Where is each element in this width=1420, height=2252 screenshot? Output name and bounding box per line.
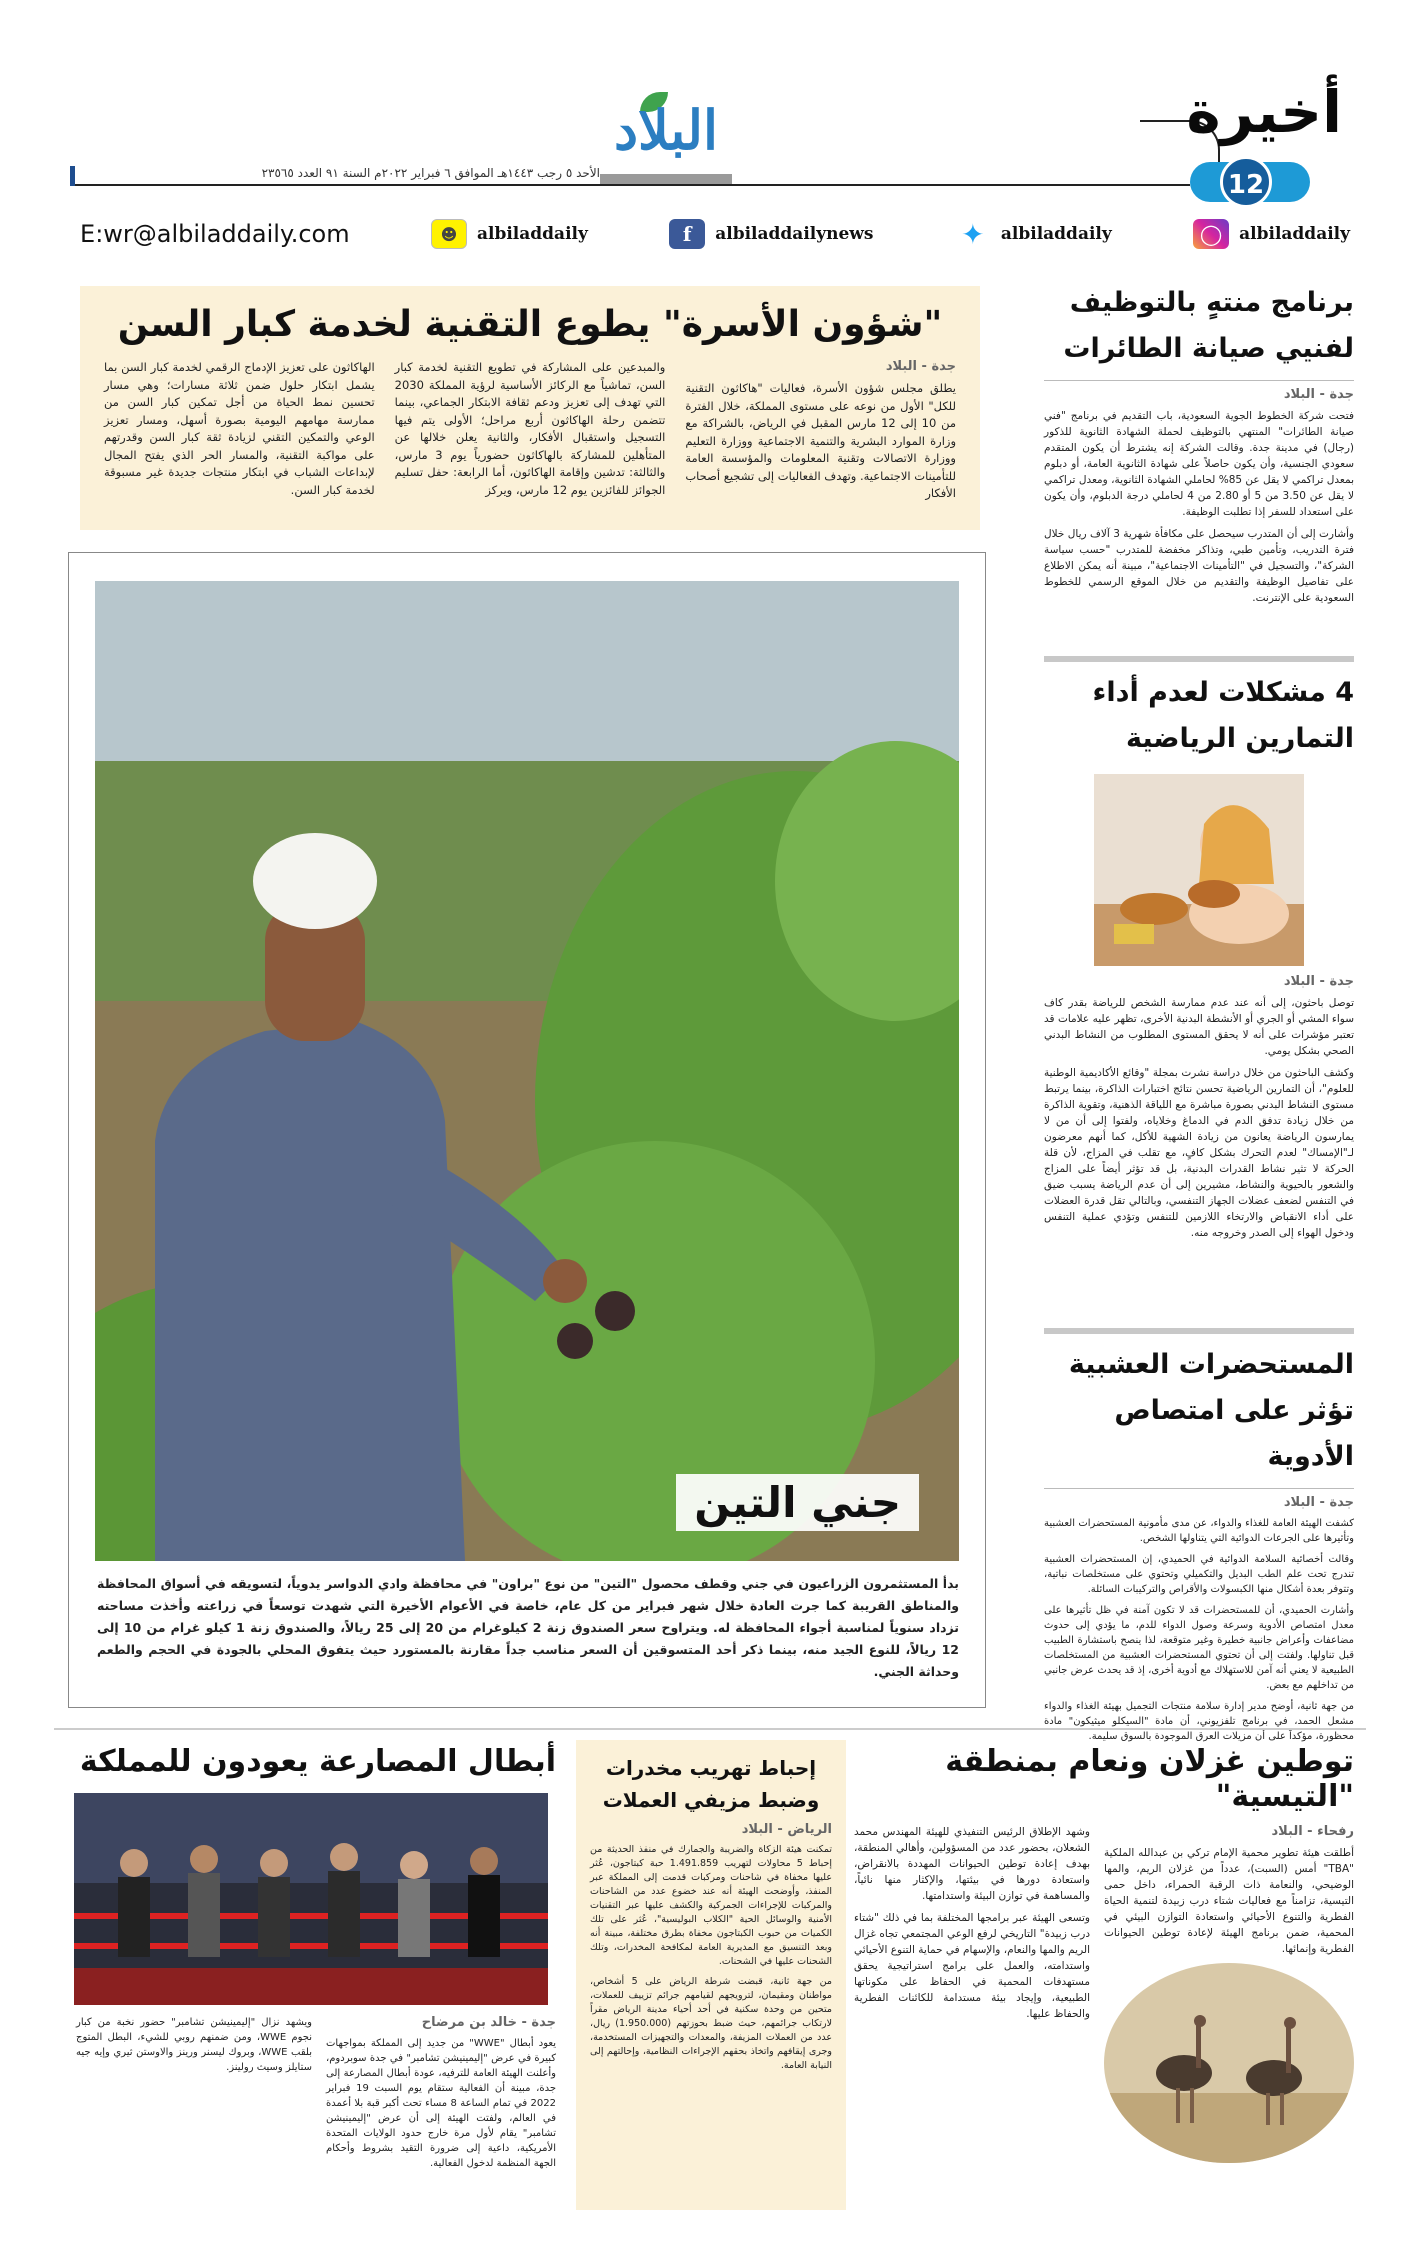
social-twitter-label: albiladdaily [1000, 224, 1112, 244]
logo-text: البلاد [613, 98, 719, 162]
top-story-col-3: الهاكاثون على تعزيز الإدماج الرقمي لخدمة كبار السن بما يشمل ابتكار حلول ضمن ثلاثة مسارات؛ وهي مسار تحسين نمط الحياة من أجل تمكين كبار السن من ممارسة مهامهم اليومية بصورة أسهل، ومسار تعزيز الوعي والتمكين التقني لزيادة ثقة كبار السن وقدرتهم على مواكبة التقنية، والمسار الحر الذي يفتح المجال لإبداعات الشباب في ابتكار منتجات جديدة غير مسبوقة لخدمة كبار السن. [103, 360, 375, 497]
story-smuggling-p2: من جهة ثانية، قبضت شرطة الرياض على 5 أشخاص، مواطنان ومقيمان، لترويجهم لقيامهم جرائم تزييف للعملات، متحين من وحدة سكنية في أحد أحياء مدينة الرياض مقراً لارتكاب جرائمهم، حيث ضبط بحوزتهم (1.950.000) ريال، عدد من العملات المزيفة، والمعدات والتجهيزات المستخدمة، وجرى إيقافهم واتخاذ بحقهم الإجراءات النظامية، وإحالتهم إلى النيابة العامة. [590, 1976, 832, 2071]
ostrich-photo [1104, 1963, 1354, 2163]
top-story [80, 286, 980, 530]
fig-harvest-photo [95, 581, 959, 1561]
top-story-byline: جدة - البلاد [885, 359, 956, 374]
bottom-rule [54, 1728, 1366, 1730]
divider-2 [1044, 1328, 1354, 1334]
social-bar [80, 214, 1350, 254]
social-facebook-label: albiladdailynews [715, 224, 874, 244]
story-exercise-p1: توصل باحثون، إلى أنه عند عدم ممارسة الشخص للرياضة بقدر كاف سواء المشي أو الجري أو الأنشطة البدنية الأخرى، تظهر عليه علامات قد تعتبر مؤشرات على أنه لا يحقق المستوى المطلوب من النشاط البدني الصحي بشكل يومي. [1044, 997, 1354, 1057]
story-wrestling-p1: يعود أبطال "WWE" من جديد إلى المملكة بمواجهات كبيرة في عرض "إليمينيشن تشامبر" في جدة سوبردوم، وأعلنت الهيئة العامة للترفيه، عودة أبطال المصارعة إلى جدة، مبينة أن الفعالية ستقام يوم السبت 19 فبراير 2022 في تمام الساعة 8 مساء تحت أكبر قبة بلا أعمدة في العالم، ولفتت الهيئة إلى أن عرض "إليمينيشن تشامبر" يقام لأول مرة خارج حدود الولايات المتحدة الأمريكية، داعية إلى ضرورة التقيد بشروط وأحكام الجهة المنظمة لدخول الفعالية. [326, 2038, 557, 2169]
story-aviation-title: برنامج منتهٍ بالتوظيف لفنيي صيانة الطائرات [1063, 287, 1354, 364]
story-aviation-byline: جدة - البلاد [1283, 387, 1354, 402]
story-gazelles-p1: أطلقت هيئة تطوير محمية الإمام تركي بن عبدالله الملكية "TBA" أمس (السبت)، عدداً من غزلان الريم، والمها الوضيحي، والنعامة ذات الرقبة الحمراء، داخل حمى التيسية، تزامناً مع فعاليات شتاء درب زبيدة لتنمية الحياة الفطرية والتنوع الأحيائي واستعادة التوازن البيئي في المحمية، ضمن برنامج الهيئة لإعادة توطين الحيوانات الفطرية وإنمائها. [1104, 1847, 1354, 1955]
social-snapchat[interactable] [431, 219, 588, 249]
story-gazelles-byline: رفحاء - البلاد [1271, 1824, 1354, 1839]
top-story-col-1: يطلق مجلس شؤون الأسرة، فعاليات "هاكاثون التقنية للكل" الأول من نوعه على مستوى المملكة، خلال الفترة من 10 إلى 12 مارس المقبل في الرياض، بالشراكة مع وزارة الموارد البشرية والتنمية الاجتماعية ووزارة التعليم ووزارة الاتصالات وتقنية المعلومات والمؤسسة العامة للتأمينات الاجتماعية. وتهدف الفعاليات إلى تشجيع أصحاب الأفكار [685, 381, 956, 500]
exercise-illustration [1094, 774, 1304, 966]
wrestling-illustration [74, 1793, 548, 2005]
story-herbal-title: المستحضرات العشبية تؤثر على امتصاص الأدوية [1068, 1349, 1354, 1472]
social-twitter[interactable] [955, 219, 1112, 249]
photo-story-text: بدأ المستثمرون الزراعيون في جني وقطف محصول "التين" من نوع "براون" في محافظة وادي الدواسر يدوياً، لتسويقه في أسواق المحافظة والمناطق القريبة كما جرت العادة خلال شهر فبراير من كل عام، خاصة في الأعوام الأخيرة التي شهدت توسعاً في زراعته وأخذت مساحته تزداد سنوياً لمناسبة أجواء المحافظة له. ويتراوح سعر الصندوق زنة 2 كيلوغرام من 20 إلى 25 ريالاً، والصندوق زنة 1 كيلو غرام من 10 إلى 12 ريالاً، للنوع الجيد منه، بينما ذكر أحد المتسوقين أن السعر مناسب جداً مقارنة بالمستورد حيث يتفوق المحلي بالجودة في الحجم والطعم وحداثة الجني. [97, 1576, 959, 1679]
story-smuggling [576, 1740, 846, 2210]
story-aviation [1044, 280, 1354, 612]
story-exercise-byline: جدة - البلاد [1283, 974, 1354, 989]
facebook-icon: f [669, 219, 705, 249]
fig-harvest-illustration [95, 581, 959, 1561]
snapchat-icon: ☻ [431, 219, 467, 249]
story-herbal-p2: وقالت أخصائية السلامة الدوائية في الحميدي، إن المستحضرات العشبية تندرج تحت علم الطب البديل والتكميلي وتحتوي على مستخلصات نباتية، وتتوفر بعدة أشكال منها الكبسولات والأقراص والتركيبات السائلة. [1044, 1554, 1354, 1595]
section-title: أخيرة [1186, 78, 1342, 146]
exercise-photo [1094, 774, 1304, 966]
top-story-title: "شؤون الأسرة" يطوع التقنية لخدمة كبار السن [117, 304, 943, 345]
story-herbal-byline: جدة - البلاد [1283, 1495, 1354, 1510]
story-wrestling-p2: ويشهد نزال "إليمينيشن تشامبر" حضور نخبة من كبار نجوم WWE، ومن ضمنهم روبي للشيء، البطل المتوج بلقب WWE، وبروك ليسنر ورينز والاوستن ثيري وإيه جيه ستايلز وسيث رولينز. [76, 2017, 312, 2073]
twitter-icon: ✦ [955, 219, 991, 249]
story-wrestling-title: أبطال المصارعة يعودون للمملكة [79, 1744, 556, 1779]
story-exercise-p2: وكشف الباحثون من خلال دراسة نشرت بمجلة "وقائع الأكاديمية الوطنية للعلوم"، أن التمارين الرياضية تحسن نتائج اختبارات الذاكرة، بينما يرتبط مستوى النشاط البدني بصورة مباشرة مع اللياقة الذهنية، وتقوية الذاكرة من خلال زيادة تدفق الدم في الدماغ وخلاياه، ولفتوا إلى أن من لا يمارسون الرياضة يعانون من زيادة الشهية للأكل، كما أنهم معرضون لـ"الإمساك" لعدم التحرك بشكل كافٍ، مع تقلب في المزاج، لأن قلة الحركة لا تثير نشاط القدرات البدنية، بل قد تؤثر أيضاً على المزاج والشعور بالحيوية والنشاط، مشيرين إلى أن عدم الرياضة يسبب ضيق في التنفس لضعف عضلات الجهاز التنفسي، وبالتالي تقل قدرة العضلات على أداء الانقباض والارتخاء اللازمين للتنفس وتؤدي عملية التنفس ودخول الهواء إلى الصدر وخروجه منه. [1044, 1067, 1354, 1239]
instagram-icon: ◯ [1193, 219, 1229, 249]
story-aviation-p1: فتحت شركة الخطوط الجوية السعودية، باب التقديم في برنامج "فني صيانة الطائرات" المنتهي بالتوظيف لحملة الشهادة الثانوية للذكور (رجال) في مدينة جدة. وقالت الشركة إنه يشترط أن يكون المتقدم سعودي الجنسية، وأن يكون حاصلاً على شهادة الثانوية العامة، أو دبلوم بمعدل تراكمي لا يقل عن 85% لحاملي الشهادة الثانوية، ومعدل تراكمي لا يقل عن 3.50 من 5 أو 2.80 من 4 لحاملي درجة الدبلوم، وأن يكون على استعداد للسفر إذا تطلبت الوظيفة. [1044, 410, 1355, 518]
logo-underline [600, 174, 732, 184]
story-herbal-p3: وأشارت الحميدي، أن للمستحضرات قد لا تكون آمنة في ظل تأثيرها على معدل امتصاص الأدوية وسرعة وصول الدواء للدم، ما يؤدي إلى حدوث مضاعفات وأعراض جانبية خطيرة وغير متوقعة، لذا ينصح باستشارة الطبيب قبل تناولها. ولفتت إلى أن تحتوي المستحضرات العشبية من المستخلصات الطبيعية لا يعني أنه آمن للاستهلاك مع أدوية أخرى، إذ قد يحدث عرض جانبي من تداخلهم مع بعض. [1044, 1605, 1354, 1691]
issue-dateline: الأحد ٥ رجب ١٤٤٣هـ الموافق ٦ فبراير ٢٠٢٢م السنة ٩١ العدد ٢٣٥٦٥ [70, 166, 600, 186]
social-email[interactable] [80, 220, 350, 248]
story-wrestling [66, 1744, 556, 2214]
divider-1 [1044, 656, 1354, 662]
story-gazelles [844, 1744, 1354, 2214]
story-smuggling-p1: تمكنت هيئة الزكاة والضريبة والجمارك في منفذ الحديثة من إحباط 5 محاولات لتهريب 1.491.859 حبة كبتاجون، عُثر عليها مخفاة في شاحنات ومركبات قدمت إلى المملكة عبر المنفذ، وأوضحت الهيئة أنه عند خضوع عدد من الشاحنات والمركبات للإجراءات الجمركية والكشف عليها عبر التقنيات الأمنية والوسائل الحية "الكلاب البوليسية"، عُثر على تلك الكميات من حبوب الكبتاجون مخفاة بطرق مختلفة، مبينة أنه وبعد التنسيق مع المديرية العامة لمكافحة المخدرات، وتلك الشحنات عليها في الشحنات. [590, 1844, 832, 1967]
photo-caption: جني التين [676, 1474, 919, 1531]
social-instagram[interactable] [1193, 219, 1350, 249]
story-wrestling-byline: جدة - خالد بن مرضاح [421, 2015, 556, 2030]
wrestling-photo [74, 1793, 548, 2005]
story-herbal-p1: كشفت الهيئة العامة للغذاء والدواء، عن مدى مأمونية المستحضرات العشبية وتأثيرها على الجرعات الدوائية التي يتناولها الشخص. [1044, 1518, 1354, 1544]
social-instagram-label: albiladdaily [1239, 224, 1350, 244]
story-aviation-p2: وأشارت إلى أن المتدرب سيحصل على مكافأة شهرية 3 آلاف ريال خلال فترة التدريب، وتأمين طبي، وتذاكر مخفضة للمتدرب "حسب سياسة الشركة"، والتسجيل في "التأمينات الاجتماعية"، مبينة أنه يمكن الاطلاع على تفاصيل الوظيفة والتقديم من خلال الموقع الرسمي للخطوط السعودية على الإنترنت. [1044, 528, 1354, 604]
story-smuggling-title: إحباط تهريب مخدرات وضبط مزيفي العملات [602, 1756, 820, 1812]
story-herbal-p4: من جهة ثانية، أوضح مدير إدارة سلامة منتجات التجميل بهيئة الغذاء والدواء مشعل الحمد، في برنامج تلفزيوني، أن مادة "السيكلو ميثيكون" مادة محظورة، مؤكداً على أن مزيلات العرق الموجودة بالسوق سليمة. [1044, 1701, 1354, 1742]
story-gazelles-p3: وتسعى الهيئة عبر برامجها المختلفة بما في ذلك "شتاء درب زبيدة" التاريخي لرفع الوعي المجتمعي تجاه غزال الريم والمها والنعام، والإسهام في حماية التنوع الأحيائي واستدامته، والعمل على برامج استراتيجية يحقق مستهدفات المحمية في الحفاظ على مكوناتها الطبيعية، وإيجاد بيئة مستدامة للكائنات الفطرية والحفاظ عليها. [854, 1912, 1090, 2020]
page-number: 12 [1220, 156, 1272, 208]
newspaper-logo[interactable] [596, 92, 736, 184]
story-gazelles-p2: وشهد الإطلاق الرئيس التنفيذي للهيئة المهندس محمد الشعلان، بحضور عدد من المسؤولين، وأهالي المنطقة، بهدف إعادة توطين الحيوانات المهددة بالانقراض، واستعادة دورها في بيئتها، والإكثار منها نائياً، والمساهمة في توازن البيئة واستدامتها. [854, 1826, 1090, 1902]
story-exercise [1044, 670, 1354, 1247]
story-gazelles-title: توطين غزلان ونعام بمنطقة "التيسية" [945, 1744, 1354, 1814]
top-story-col-2: والمبدعين على المشاركة في تطويع التقنية لخدمة كبار السن، تماشياً مع الركائز الأساسية لرؤية المملكة 2030 التي تهدف إلى تعزيز ودعم ثقافة الابتكار الجماعي، بينما تتضمن رحلة الهاكاثون أربع مراحل؛ الأولى يتم فيها التسجيل واستقبال الأفكار، والثانية يعلن خلالها عن المتأهلين للمشاركة بالهاكاثون حضورياً يوم 3 مارس، والثالثة: تدشين وإقامة الهاكاثون، أما الرابعة: حفل تسليم الجوائز للفائزين يوم 12 مارس، ويركز [394, 360, 666, 497]
story-smuggling-byline: الرياض - البلاد [741, 1822, 832, 1837]
story-herbal [1044, 1342, 1354, 1750]
main-photo-story [68, 552, 986, 1708]
top-story-columns [104, 359, 956, 503]
email-address: E:wr@albiladdaily.com [80, 220, 350, 248]
social-snapchat-label: albiladdaily [476, 224, 588, 244]
story-exercise-title: 4 مشكلات لعدم أداء التمارين الرياضية [1092, 677, 1354, 754]
social-facebook[interactable] [669, 219, 873, 249]
ostrich-illustration [1104, 1963, 1354, 2163]
